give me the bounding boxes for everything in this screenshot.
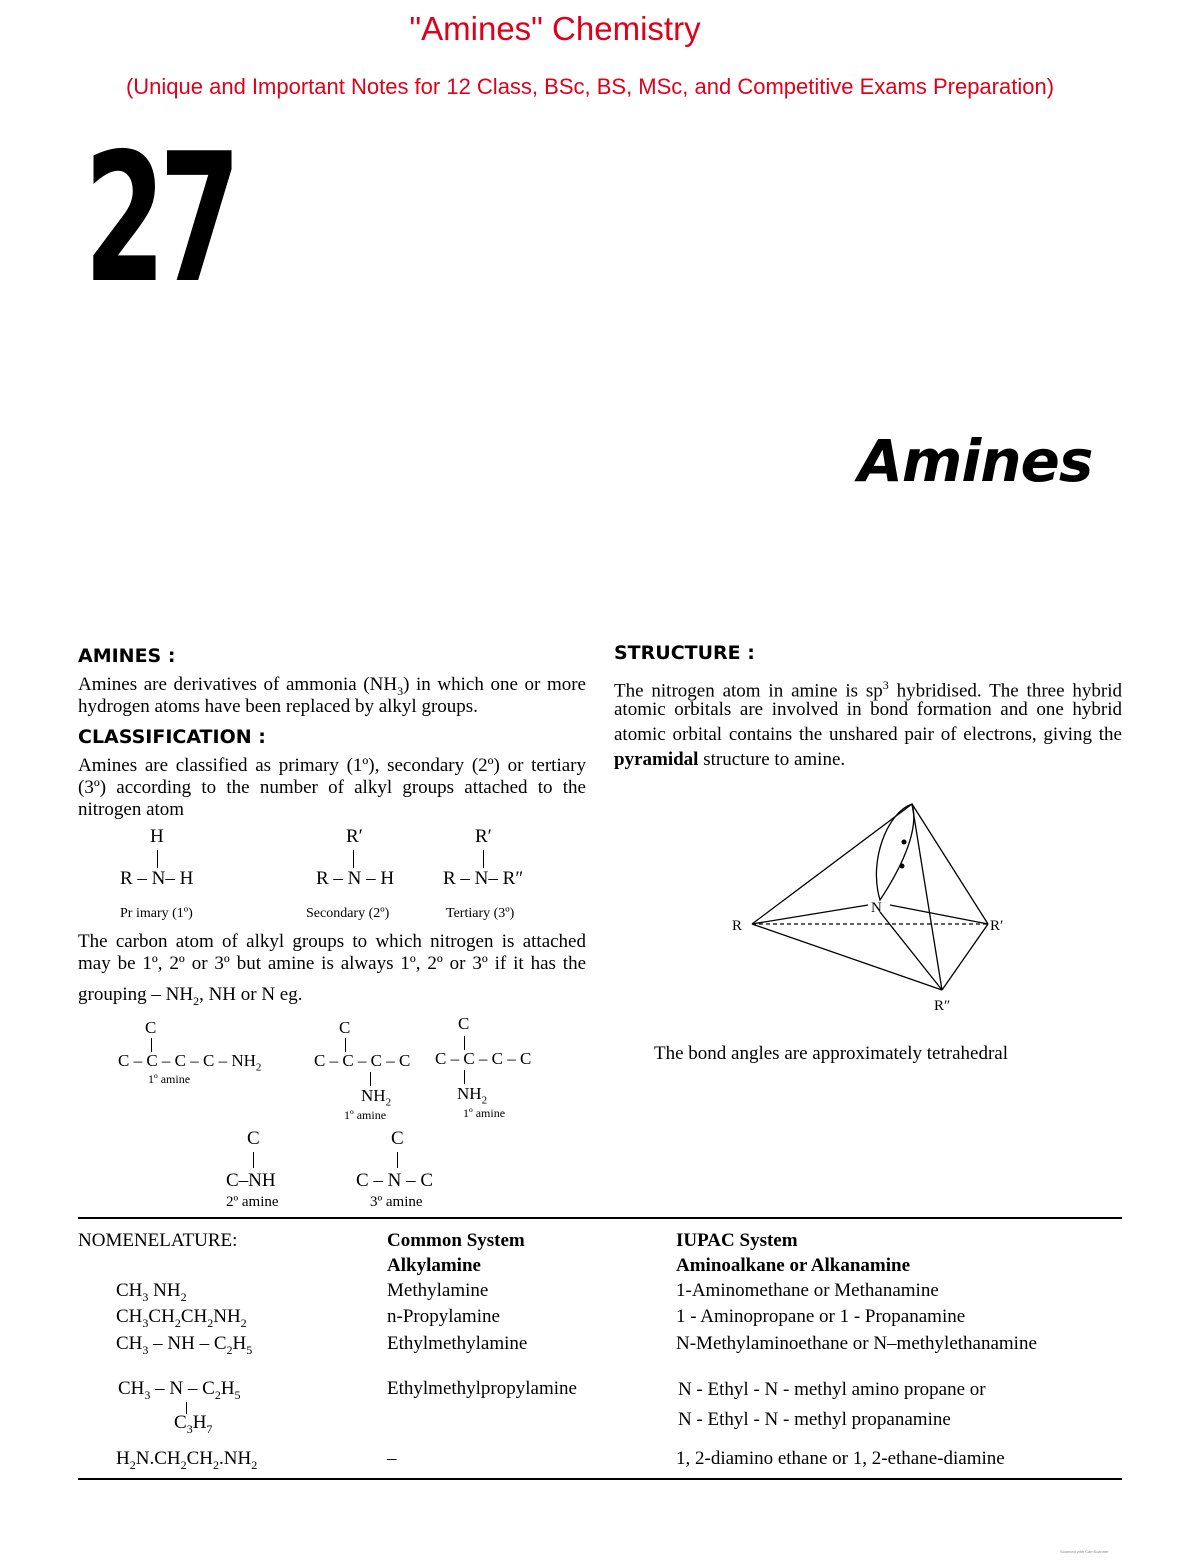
- bond-line: [483, 850, 484, 868]
- classification-line1: Amines are classified as primary (1º), secondary (2º) or tertiary: [78, 755, 586, 776]
- example-2-bottom: $NH_2$: [361, 1086, 392, 1109]
- structure-secondary-formula: R – N – H: [316, 868, 395, 889]
- table-header-common-sub: Alkylamine: [387, 1255, 481, 1276]
- bond-line: [890, 905, 988, 924]
- iupac-name-row: 1, 2-diamino ethane or 1, 2-ethane-diamine: [676, 1448, 1005, 1469]
- structure-line4: pyramidal structure to amine.: [614, 749, 846, 770]
- classification-heading: CLASSIFICATION :: [78, 726, 266, 748]
- bond-line: [345, 1038, 346, 1052]
- example-3-bottom: $NH_2$: [457, 1084, 488, 1107]
- structure-line3: atomic orbital contains the unshared pair of electrons, giving the: [614, 724, 1122, 745]
- bond-line: [464, 1036, 465, 1050]
- bond-line: [752, 924, 942, 990]
- bond-angle-text: The bond angles are approximately tetrahedral: [654, 1043, 1008, 1064]
- bond-line: [151, 1038, 152, 1052]
- formula-methylamine: $CH_3$ $NH_2$: [116, 1280, 187, 1304]
- example-5-label: 3º amine: [370, 1194, 423, 1210]
- bond-line: [353, 850, 354, 868]
- iupac-name-row: N-Methylaminoethane or N–methylethanamine: [676, 1333, 1037, 1354]
- page-subtitle: (Unique and Important Notes for 12 Class, BSc, BS, MSc, and Competitive Exams Preparation): [125, 74, 1055, 99]
- amines-definition-line1: Amines are derivatives of ammonia $(NH_3)$ in which one or more: [78, 674, 586, 698]
- structure-tertiary-formula: R – N– R″: [443, 868, 524, 889]
- amines-definition-line2: hydrogen atoms have been replaced by alkyl groups.: [78, 696, 478, 717]
- structure-secondary-top: R′: [346, 826, 363, 847]
- table-bottom-rule: [78, 1478, 1122, 1480]
- structure-heading: STRUCTURE :: [614, 642, 755, 664]
- common-name-row: Methylamine: [387, 1280, 489, 1301]
- structure-line1: The nitrogen atom in amine is $sp^3$ hybridised. The three hybrid: [614, 678, 1122, 702]
- common-name-row: Ethylmethylpropylamine: [387, 1378, 577, 1399]
- bond-line: [397, 1152, 398, 1168]
- common-name-row: n-Propylamine: [387, 1306, 500, 1327]
- example-4-top: C: [247, 1128, 260, 1149]
- example-1-chain: C – C – C – C – $NH_2$: [118, 1051, 262, 1074]
- classification-line2: (3º) according to the number of alkyl groups attached to the: [78, 777, 586, 798]
- example-4-chain: C–NH: [226, 1170, 276, 1191]
- formula-propylamine: $CH_3CH_2CH_2NH_2$: [116, 1306, 247, 1330]
- atom-r-double-prime: R″: [934, 998, 951, 1014]
- structure-primary-formula: R – N– H: [120, 868, 194, 889]
- example-3-chain: C – C – C – C: [435, 1049, 532, 1068]
- iupac-name-row-cont: N - Ethyl - N - methyl propanamine: [678, 1409, 951, 1430]
- example-5-chain: C – N – C: [356, 1170, 434, 1191]
- iupac-name-row: N - Ethyl - N - methyl amino propane or: [678, 1379, 986, 1400]
- carbon-line2: may be 1º, 2º or 3º but amine is always 1º, 2º or 3º if it has the: [78, 953, 586, 974]
- lone-pair-orbital: [876, 804, 913, 900]
- scanner-watermark: Scanned with CamScanner: [1060, 1549, 1109, 1554]
- bond-line: [752, 905, 868, 924]
- common-name-row: Ethylmethylamine: [387, 1333, 528, 1354]
- structure-primary-label: Pr imary (1º): [120, 906, 193, 921]
- bond-line: [880, 912, 942, 990]
- example-3-label: 1º amine: [463, 1106, 506, 1120]
- table-header-nomenclature: NOMENELATURE:: [78, 1230, 238, 1251]
- example-3-top: C: [458, 1014, 470, 1033]
- example-1-top: C: [145, 1018, 157, 1037]
- amines-heading: AMINES :: [78, 645, 176, 667]
- atom-n: N: [871, 900, 882, 916]
- bond-line: [253, 1152, 254, 1168]
- classification-line3: nitrogen atom: [78, 799, 185, 820]
- structure-tertiary-top: R′: [475, 826, 492, 847]
- iupac-name-row: 1 - Aminopropane or 1 - Propanamine: [676, 1306, 966, 1327]
- bond-line: [752, 804, 912, 924]
- page-title: "Amines" Chemistry: [409, 10, 701, 47]
- table-header-common: Common System: [387, 1230, 525, 1251]
- formula-ethylenediamine: $H_2N.CH_2CH_2.NH_2$: [116, 1448, 258, 1472]
- example-2-chain: C – C – C – C: [314, 1051, 411, 1070]
- electron-dot: [902, 840, 907, 845]
- atom-r-prime: R′: [990, 918, 1004, 934]
- example-4-label: 2º amine: [226, 1194, 279, 1210]
- structure-secondary-label: Secondary (2º): [306, 906, 390, 921]
- carbon-line1: The carbon atom of alkyl groups to which nitrogen is attached: [78, 931, 586, 952]
- formula-propyl-branch: $C_3H_7$: [174, 1412, 213, 1436]
- formula-ethylmethylpropylamine: $CH_3$ – N – $C_2H_5$: [118, 1378, 241, 1402]
- formula-ethylmethylamine: $CH_3$ – NH – $C_2H_5$: [116, 1333, 253, 1357]
- example-1-label: 1º amine: [148, 1072, 191, 1086]
- bond-line: [942, 924, 988, 990]
- chapter-title: Amines: [858, 427, 1093, 495]
- common-name-row: –: [387, 1448, 397, 1469]
- iupac-name-row: 1-Aminomethane or Methanamine: [676, 1280, 939, 1301]
- bond-line: [157, 850, 158, 868]
- table-header-iupac-sub: Aminoalkane or Alkanamine: [676, 1255, 911, 1276]
- electron-dot: [900, 864, 905, 869]
- structure-tertiary-label: Tertiary (3º): [446, 906, 515, 921]
- grouping-line: grouping – $NH_2$, NH or N eg.: [78, 984, 303, 1008]
- bond-line: [912, 804, 942, 990]
- bond-line: [912, 804, 988, 924]
- example-2-label: 1º amine: [344, 1108, 387, 1122]
- chapter-number: 27: [84, 115, 235, 322]
- bond-line: [370, 1072, 371, 1086]
- table-header-iupac: IUPAC System: [676, 1230, 798, 1251]
- example-2-top: C: [339, 1018, 351, 1037]
- atom-r: R: [732, 918, 743, 934]
- table-top-rule: [78, 1217, 1122, 1219]
- structure-line2: atomic orbitals are involved in bond formation and one hybrid: [614, 699, 1122, 720]
- structure-primary-top: H: [150, 826, 164, 847]
- bond-line: [464, 1070, 465, 1084]
- pyramid-diagram: [720, 800, 1040, 1020]
- example-5-top: C: [391, 1128, 404, 1149]
